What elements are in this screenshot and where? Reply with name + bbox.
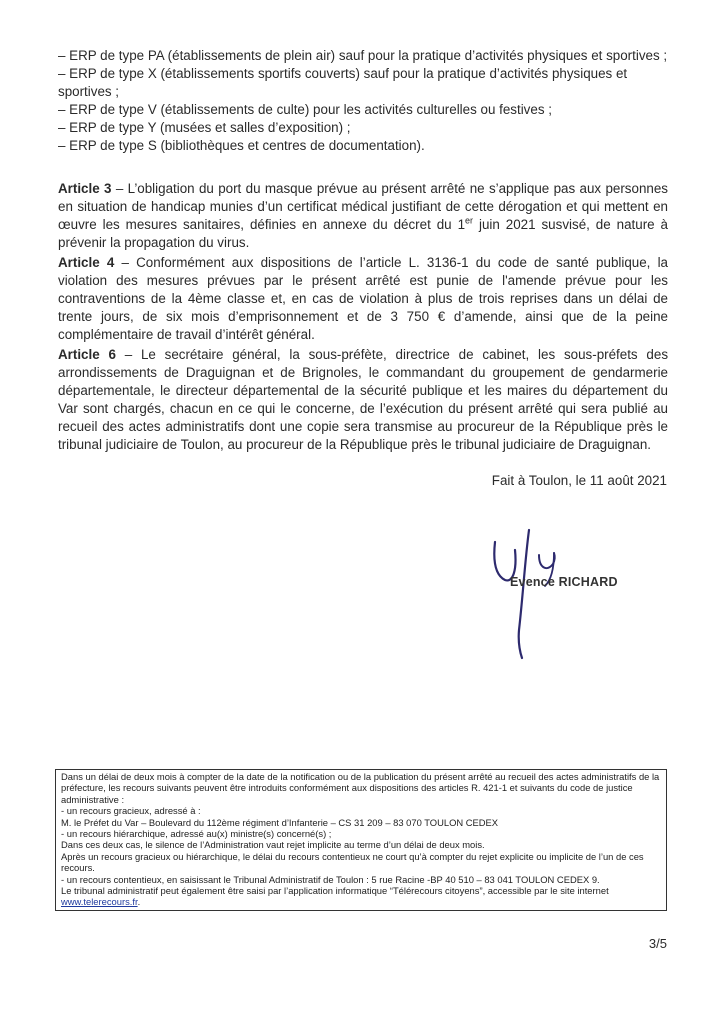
list-item: – ERP de type X (établissements sportifs couverts) sauf pour la pratique d’activités physiques et sportives ; <box>58 66 628 99</box>
notice-line-last <box>61 885 661 908</box>
notice-text: Le tribunal administratif peut également être saisi par l’application informatique “Télérecours citoyens”, accessible par le site internet <box>61 885 609 897</box>
article-3-text: – L’obligation du port du masque prévue au présent arrêté ne s’applique pas aux personnes en situation de handicap munies d’un certificat médical justifiant de cette dérogation et qui mettent en œuvre les mesures sanitaires, définies en annexe du décret du 1 <box>58 181 668 232</box>
notice-line: Dans ces deux cas, le silence de l’Administration vaut rejet implicite au terme d’un délai de deux mois. <box>61 839 485 851</box>
article-3-superscript: er <box>465 215 474 226</box>
notice-line: Dans un délai de deux mois à compter de la date de la notification ou de la publication du présent arrêté au recueil des actes administratifs de la préfecture, les recours suivants peuvent être introduits conformément aux dispositions des articles R. 421-1 et suivants du code de justice administrative : <box>61 771 660 805</box>
article-3-label: Article 3 <box>58 181 112 196</box>
erp-type-list <box>58 47 668 155</box>
page-number: 3/5 <box>648 936 667 951</box>
list-item: – ERP de type V (établissements de culte) pour les activités culturelles ou festives ; <box>58 102 552 117</box>
article-3-paragraph <box>58 180 668 252</box>
legal-remedies-notice <box>55 769 667 911</box>
telerecours-link[interactable]: www.telerecours.fr <box>61 896 138 908</box>
article-4-text: – Conformément aux dispositions de l’article L. 3136-1 du code de santé publique, la violation des mesures prévues par le présent arrêté est punie de l'amende prévue pour les contraventions de la 4ème classe et, en cas de violation à plus de trois reprises dans un délai de trente jours, de six mois d’emprisonnement et de 3 750 € d’amende, ainsi que de la peine complémentaire de travail d’intérêt général. <box>58 255 668 342</box>
article-4-paragraph <box>58 254 668 344</box>
notice-line: - un recours hiérarchique, adressé au(x) ministre(s) concerné(s) ; <box>61 828 332 840</box>
list-item: – ERP de type S (bibliothèques et centres de documentation). <box>58 138 425 153</box>
list-item: – ERP de type PA (établissements de plein air) sauf pour la pratique d’activités physiques et sportives ; <box>58 48 668 63</box>
list-item: – ERP de type Y (musées et salles d’exposition) ; <box>58 120 351 135</box>
notice-line: - un recours contentieux, en saisissant le Tribunal Administratif de Toulon : 5 rue Racine -BP 40 510 – 83 041 TOULON CEDEX 9. <box>61 873 600 885</box>
notice-line: - un recours gracieux, adressé à : <box>61 805 201 817</box>
place-and-date: Fait à Toulon, le 11 août 2021 <box>491 473 667 488</box>
article-6-paragraph <box>58 346 668 454</box>
notice-text-end: . <box>137 896 141 908</box>
article-3-text-end: juin 2021 susvisé, de nature à prévenir la propagation du virus. <box>58 217 668 250</box>
notice-line: M. le Préfet du Var – Boulevard du 112ème régiment d’Infanterie – CS 31 209 – 83 070 TOULON CEDEX <box>61 816 499 828</box>
article-6-label: Article 6 <box>58 347 116 362</box>
article-6-text: – Le secrétaire général, la sous-préfète, directrice de cabinet, les sous-préfets des arrondissements de Draguignan et de Brignoles, le commandant du groupement de gendarmerie départementale, le directeur départemental de la sécurité publique et les maires du département du Var sont chargés, chacun en ce qui le concerne, de l’exécution du présent arrêté qui sera publié au recueil des actes administratifs dont une copie sera transmise au procureur de la République près le tribunal judiciaire de Toulon, au procureur de la République près le tribunal judiciaire de Draguignan. <box>58 347 669 452</box>
signer-name: Evence RICHARD <box>510 575 618 589</box>
notice-line: Après un recours gracieux ou hiérarchique, le délai du recours contentieux ne court qu’à compter du rejet explicite ou implicite de l’un de ces recours. <box>61 850 644 874</box>
article-4-label: Article 4 <box>58 255 115 270</box>
